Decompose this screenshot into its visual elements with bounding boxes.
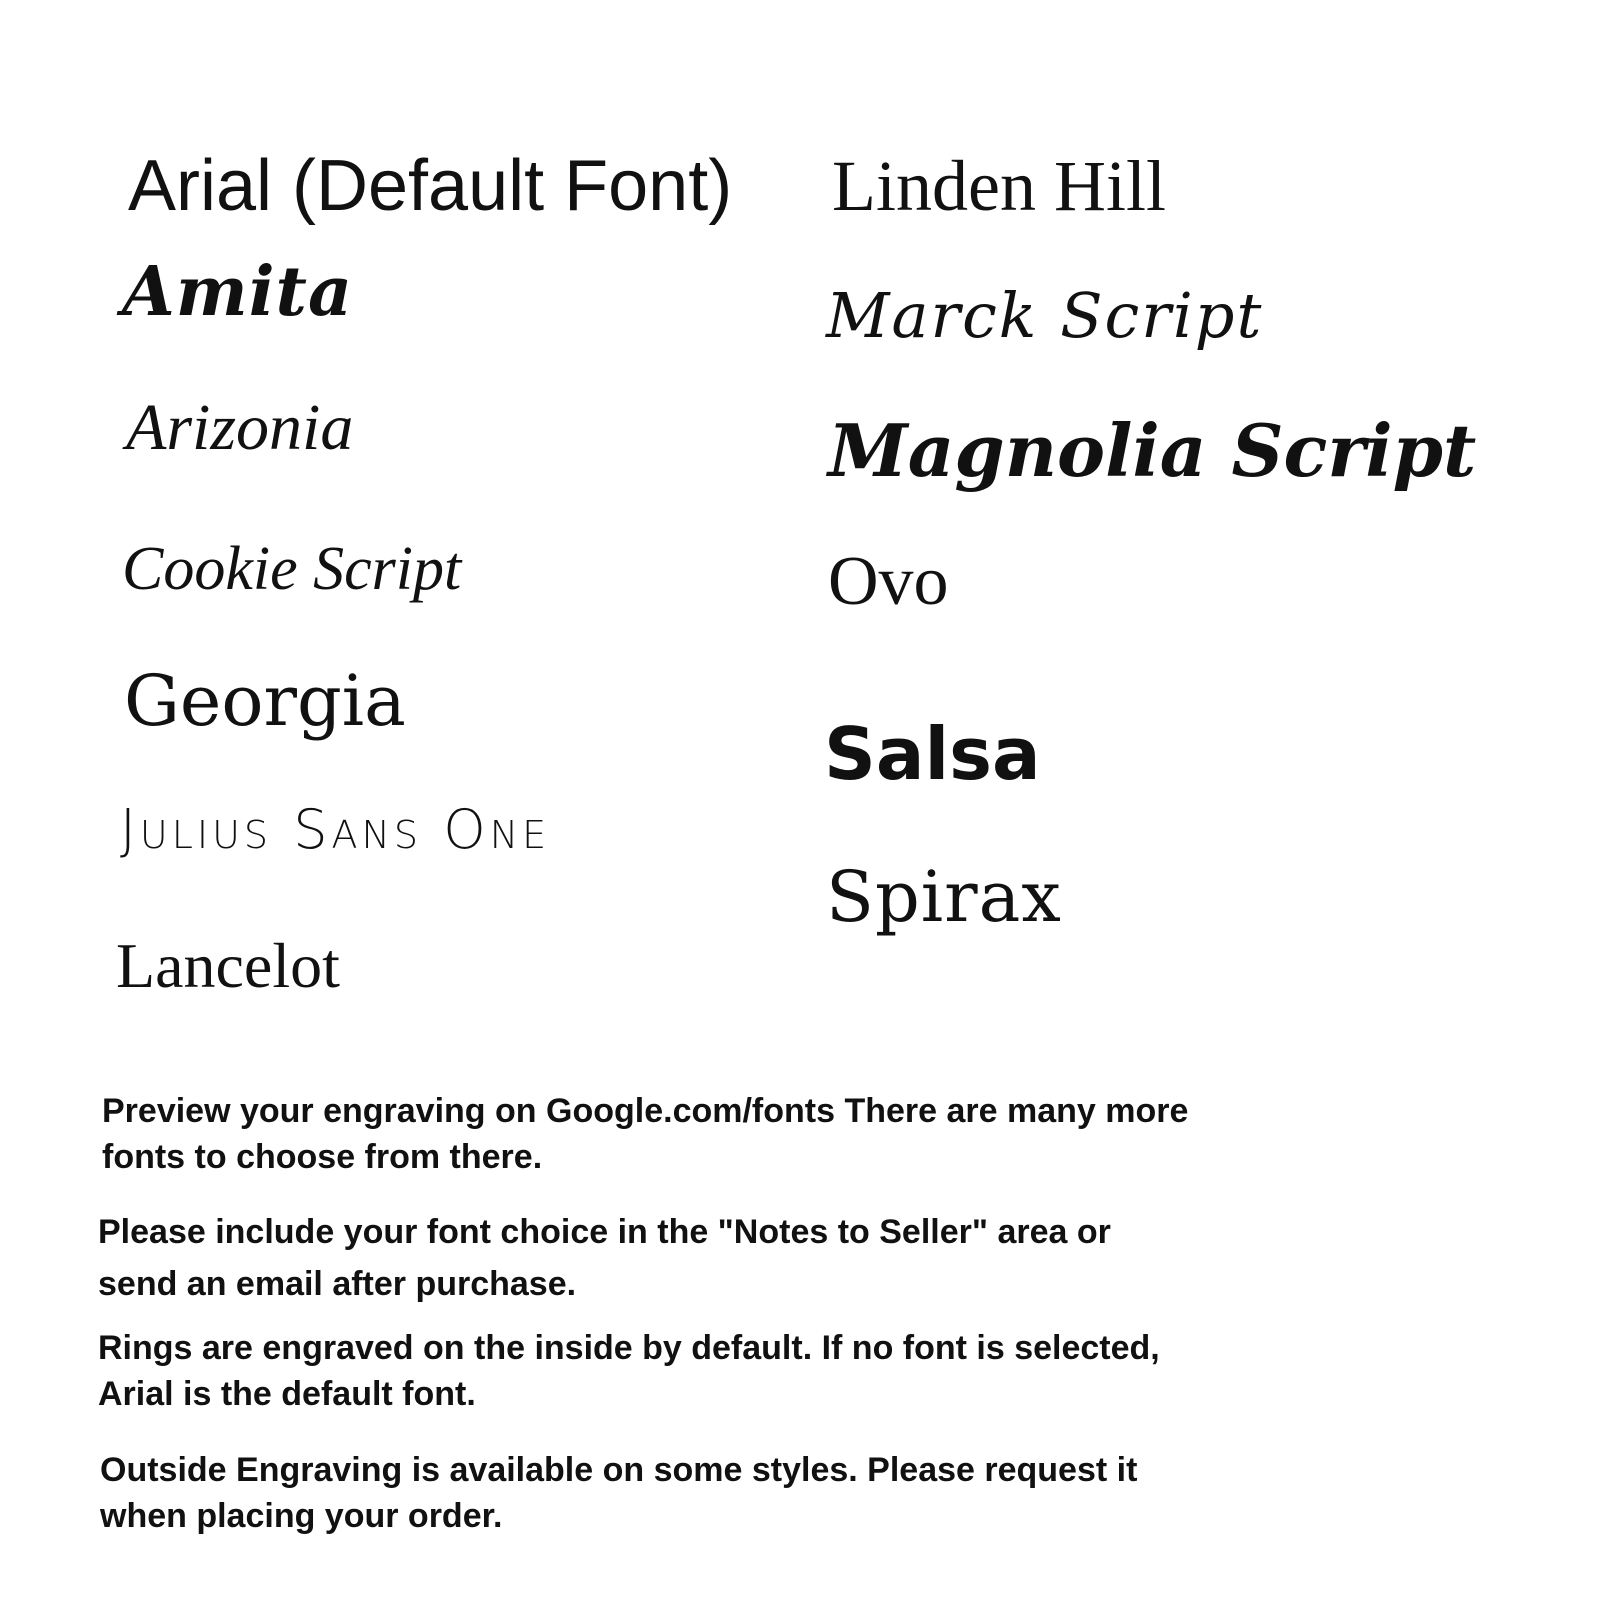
- font-sample-magnolia-script: Magnolia Script: [828, 408, 1477, 493]
- note-line: Please include your font choice in the "Notes to Seller" area or: [98, 1213, 1111, 1251]
- font-sample-arizonia: Arizonia: [126, 391, 354, 464]
- note-line: fonts to choose from there.: [102, 1138, 543, 1176]
- note-line: Rings are engraved on the inside by default. If no font is selected,: [98, 1329, 1160, 1367]
- font-sample-lancelot: Lancelot: [116, 930, 340, 1001]
- note-line: Arial is the default font.: [98, 1375, 476, 1413]
- font-sample-spirax: Spirax: [826, 856, 1062, 938]
- note-line: when placing your order.: [100, 1497, 503, 1535]
- font-sample-salsa: Salsa: [824, 712, 1041, 796]
- note-default-font: [98, 1325, 1358, 1417]
- font-sample-julius-sans-one: Julius Sans One: [120, 798, 551, 861]
- note-line: send an email after purchase.: [98, 1265, 577, 1303]
- note-outside-engraving: [100, 1447, 1360, 1539]
- note-line: Outside Engraving is available on some styles. Please request it: [100, 1451, 1138, 1489]
- font-sample-cookie-script: Cookie Script: [122, 535, 462, 603]
- font-sample-linden-hill: Linden Hill: [832, 146, 1166, 226]
- font-sample-ovo: Ovo: [828, 543, 949, 620]
- font-sample-amita: Amita: [122, 252, 354, 332]
- font-sample-arial: Arial (Default Font): [128, 146, 733, 226]
- note-line: Preview your engraving on Google.com/fonts There are many more: [102, 1092, 1189, 1130]
- font-sample-georgia: Georgia: [124, 660, 406, 742]
- font-sample-marck-script: Marck Script: [826, 279, 1264, 352]
- note-preview-fonts: [102, 1088, 1362, 1180]
- note-font-choice: [98, 1206, 1358, 1310]
